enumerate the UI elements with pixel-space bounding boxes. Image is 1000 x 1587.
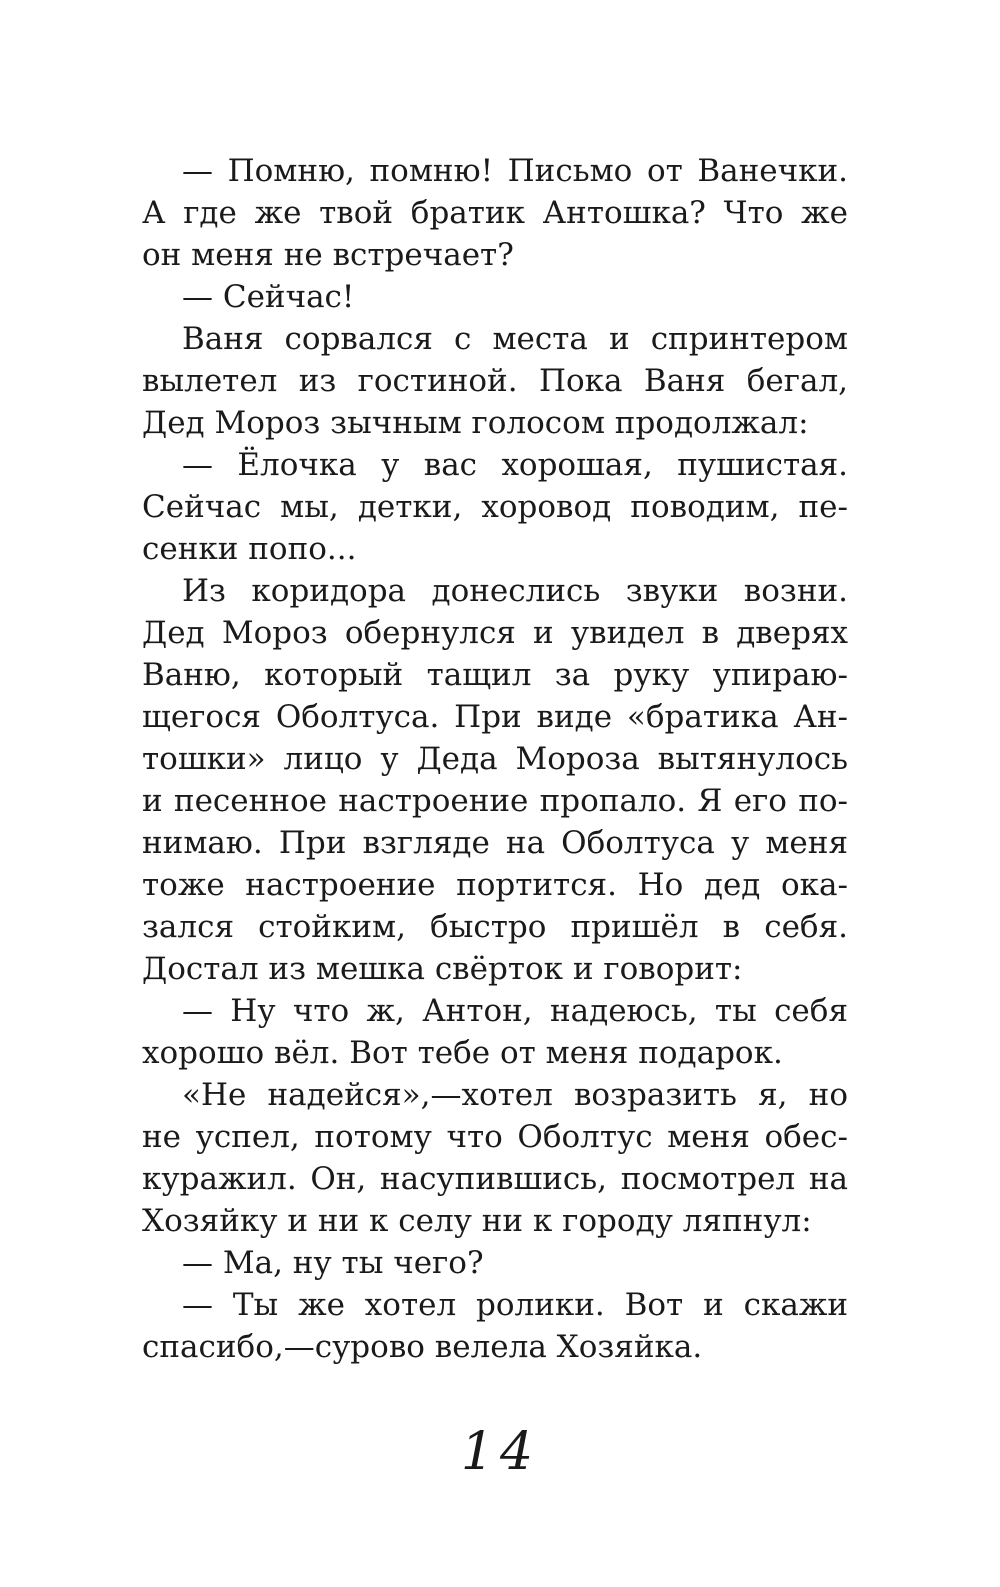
text-line: куражил. Он, насупившись, посмотрел на xyxy=(142,1161,848,1197)
text-line: Ваню, который тащил за руку упираю- xyxy=(142,657,848,693)
text-line: — Ёлочка у вас хорошая, пушистая. xyxy=(182,447,848,483)
paragraph-2 xyxy=(142,276,848,318)
text-line: — Ты же хотел ролики. Вот и скажи xyxy=(182,1287,848,1323)
text-line: не успел, потому что Оболтус меня обес- xyxy=(142,1119,848,1155)
text-line: — Ма, ну ты чего? xyxy=(182,1245,484,1281)
page-text xyxy=(142,150,848,1368)
text-line: Сейчас мы, детки, хоровод поводим, пе- xyxy=(142,489,848,525)
text-line: и песенное настроение пропало. Я его по- xyxy=(142,783,848,819)
text-line: хорошо вёл. Вот тебе от меня подарок. xyxy=(142,1035,783,1071)
paragraph-6 xyxy=(142,990,848,1074)
text-line: Хозяйку и ни к селу ни к городу ляпнул: xyxy=(142,1203,812,1239)
text-line: — Ну что ж, Антон, надеюсь, ты себя xyxy=(182,993,848,1029)
text-line: тоже настроение портится. Но дед ока- xyxy=(142,867,848,903)
paragraph-5 xyxy=(142,570,848,990)
text-line: спасибо,—сурово велела Хозяйка. xyxy=(142,1329,703,1365)
text-line: сенки попо... xyxy=(142,531,357,567)
text-line: щегося Оболтуса. При виде «братика Ан- xyxy=(142,699,848,735)
paragraph-9 xyxy=(142,1284,848,1368)
paragraph-1 xyxy=(142,150,848,276)
text-line: «Не надейся»,—хотел возразить я, но xyxy=(182,1077,848,1113)
text-line: он меня не встречает? xyxy=(142,237,514,273)
paragraph-8 xyxy=(142,1242,848,1284)
text-line: вылетел из гостиной. Пока Ваня бегал, xyxy=(142,363,848,399)
text-line: — Помню, помню! Письмо от Ванечки. xyxy=(182,153,848,189)
text-line: — Сейчас! xyxy=(182,279,355,315)
text-line: зался стойким, быстро пришёл в себя. xyxy=(142,909,848,945)
paragraph-3 xyxy=(142,318,848,444)
text-line: нимаю. При взгляде на Оболтуса у меня xyxy=(142,825,848,861)
text-line: Достал из мешка свёрток и говорит: xyxy=(142,951,743,987)
text-line: А где же твой братик Антошка? Что же xyxy=(142,195,848,231)
text-line: Дед Мороз обернулся и увидел в дверях xyxy=(142,615,848,651)
text-line: Из коридора донеслись звуки возни. xyxy=(182,573,848,609)
paragraph-4 xyxy=(142,444,848,570)
page-number: 14 xyxy=(460,1422,540,1482)
text-line: Дед Мороз зычным голосом продолжал: xyxy=(142,405,809,441)
text-line: тошки» лицо у Деда Мороза вытянулось xyxy=(142,741,848,777)
paragraph-7 xyxy=(142,1074,848,1242)
text-line: Ваня сорвался с места и спринтером xyxy=(182,321,848,357)
